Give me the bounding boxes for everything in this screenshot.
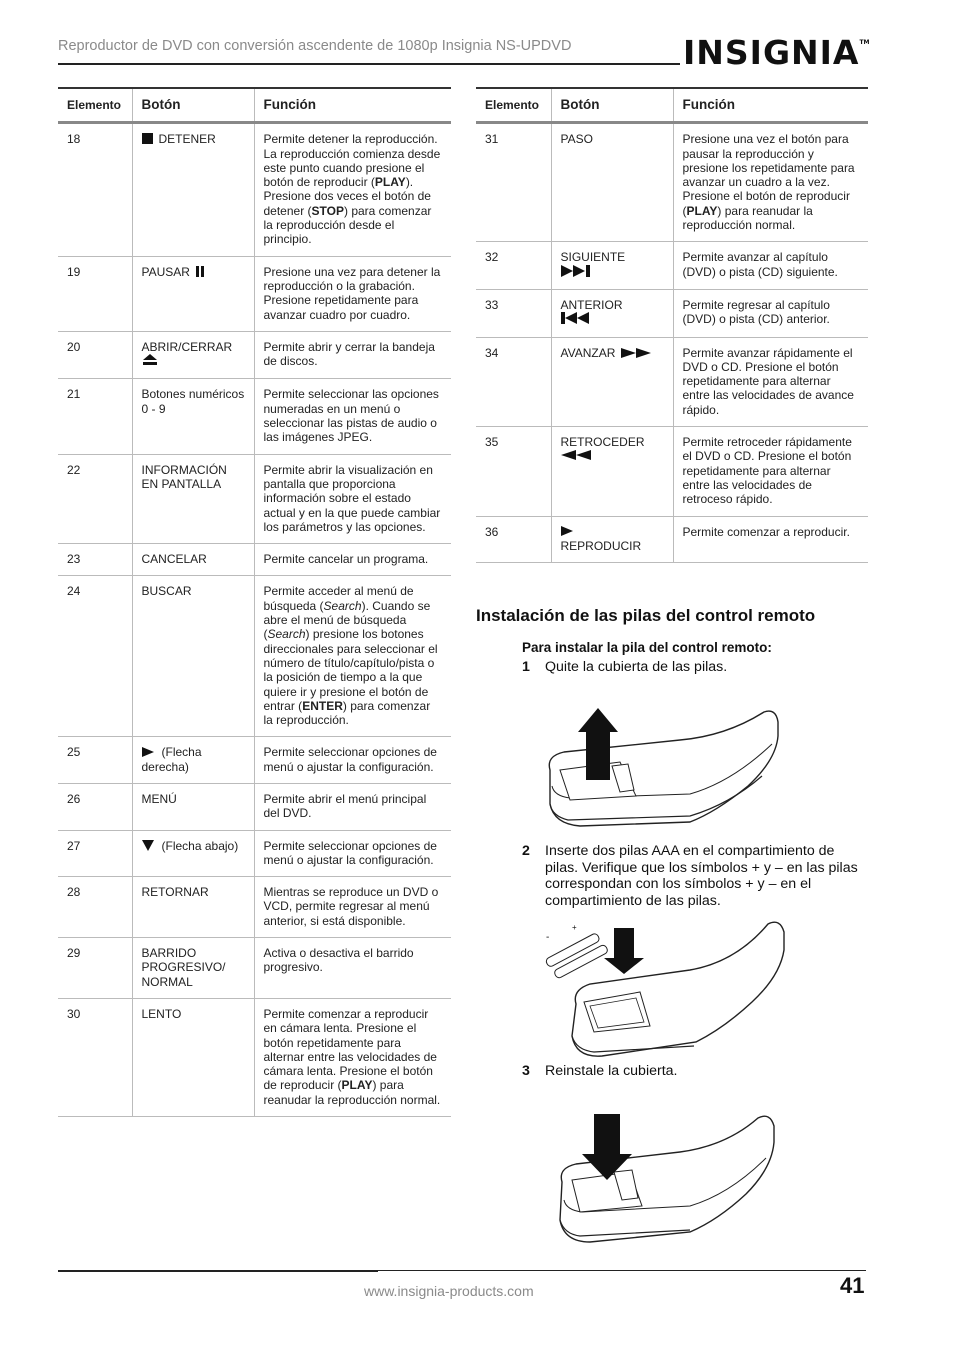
table-row (58, 830, 451, 877)
remote-insert-batteries-illustration (540, 918, 790, 1063)
table-row (58, 576, 451, 737)
cell-funcion: Permite avanzar al capítulo (DVD) o pista (CD) siguiente. (673, 242, 868, 290)
table-buttons-left (58, 87, 451, 1117)
previous-chapter-icon (561, 312, 597, 327)
cell-elemento: 30 (58, 998, 132, 1116)
remote-reinstall-cover-illustration (550, 1110, 780, 1250)
col-header-elemento: Elemento (58, 88, 132, 123)
table-row (58, 877, 451, 938)
button-label: INFORMACIÓN EN PANTALLA (141, 462, 227, 491)
header-title: Reproductor de DVD con conversión ascendente de 1080p Insignia NS-UPDVD (58, 38, 572, 54)
cell-funcion: Permite seleccionar las opciones numeradas en un menú o seleccionar las pistas de audio o las imágenes JPEG. (254, 379, 451, 454)
col-header-boton: Botón (132, 88, 254, 123)
cell-boton (132, 938, 254, 999)
cell-funcion: Permite abrir y cerrar la bandeja de discos. (254, 331, 451, 379)
cell-elemento: 23 (58, 544, 132, 576)
cell-elemento: 24 (58, 576, 132, 737)
button-label: (Flecha abajo) (161, 838, 239, 853)
cell-elemento: 22 (58, 454, 132, 543)
table-row (476, 427, 868, 516)
cell-funcion: Permite abrir el menú principal del DVD. (254, 783, 451, 830)
cell-funcion: Permite acceder al menú de búsqueda (Search). Cuando se abre el menú de búsqueda (Search) presione los botones direccionales para seleccionar el número de título/capítulo/pista o la posición de tiempo a la que quiere ir y presione el botón de entrar (ENTER) para comenzar la reproducción. (254, 576, 451, 737)
button-label: SIGUIENTE (560, 250, 626, 265)
arrow-down-icon (142, 839, 162, 853)
cell-boton (132, 454, 254, 543)
cell-elemento: 25 (58, 737, 132, 784)
table-row (58, 256, 451, 331)
button-label: BUSCAR (141, 584, 192, 599)
button-label: BARRIDO PROGRESIVO/ NORMAL (141, 946, 226, 989)
cell-elemento: 32 (476, 242, 551, 290)
cell-funcion: Permite cancelar un programa. (254, 544, 451, 576)
cell-boton (551, 516, 673, 563)
step-2: 2 Inserte dos pilas AAA en el compartimiento de pilas. Verifique que los símbolos + y – en las pilas correspondan con los símbolos + y – en el compartimiento de las pilas. (522, 843, 858, 909)
cell-boton (132, 123, 254, 256)
header-rule (58, 63, 680, 65)
table-row (476, 337, 868, 426)
footer-url: www.insignia-products.com (364, 1283, 534, 1299)
cell-elemento: 31 (476, 123, 551, 242)
cell-funcion: Presione una vez el botón para pausar la reproducción y presione los repetidamente para avanzar un cuadro a la vez. Presione el botón de reproducir (PLAY) para reanudar la reproducción normal. (673, 123, 868, 242)
pause-icon (190, 265, 205, 279)
cell-funcion: Permite avanzar rápidamente el DVD o CD. Presione el botón repetidamente para alternar entre las velocidades de avance rápido. (673, 337, 868, 426)
col-header-funcion: Función (254, 88, 451, 123)
cell-boton (551, 427, 673, 516)
button-label: REPRODUCIR (560, 538, 642, 553)
table-row (476, 289, 868, 337)
arrow-right-icon (142, 745, 162, 759)
button-label: ABRIR/CERRAR (141, 339, 233, 354)
table-row (58, 938, 451, 999)
cell-boton (132, 998, 254, 1116)
insignia-logo: INSIGNIA™ (683, 33, 870, 72)
cell-funcion: Permite seleccionar opciones de menú o ajustar la configuración. (254, 830, 451, 877)
cell-elemento: 36 (476, 516, 551, 563)
page-number: 41 (840, 1273, 865, 1298)
cell-funcion: Permite abrir la visualización en pantalla que proporciona información sobre el estado actual y en la que puede cambiar los parámetros y las opciones. (254, 454, 451, 543)
cell-elemento: 33 (476, 289, 551, 337)
footer-rule-thin (378, 1270, 866, 1271)
cell-funcion: Permite comenzar a reproducir en cámara lenta. Presione el botón repetidamente para alternar entre las velocidades de cámara lenta. Presione el botón de reproducir (PLAY) para reanudar la reproducción normal. (254, 998, 451, 1116)
cell-elemento: 21 (58, 379, 132, 454)
step-3: 3 Reinstale la cubierta. (522, 1063, 678, 1079)
section-subtitle: Para instalar la pila del control remoto: (522, 640, 772, 655)
cell-funcion: Activa o desactiva el barrido progresivo. (254, 938, 451, 999)
table-row (58, 783, 451, 830)
fast-forward-icon (615, 346, 653, 360)
button-label: RETROCEDER (560, 435, 645, 450)
rewind-icon (561, 449, 593, 463)
cell-boton (132, 783, 254, 830)
table-row (58, 454, 451, 543)
button-label: CANCELAR (141, 552, 207, 567)
cell-elemento: 28 (58, 877, 132, 938)
svg-text:+: + (572, 923, 577, 932)
table-row (476, 516, 868, 563)
cell-boton (132, 830, 254, 877)
button-label: DETENER (158, 132, 216, 147)
button-label: PAUSAR (141, 264, 190, 279)
cell-boton (551, 337, 673, 426)
cell-elemento: 18 (58, 123, 132, 256)
cell-funcion: Permite retroceder rápidamente el DVD o CD. Presione el botón repetidamente para alternar entre las velocidades de retroceso rápido. (673, 427, 868, 516)
table-buttons-right (476, 87, 868, 563)
cell-elemento: 27 (58, 830, 132, 877)
table-row (58, 123, 451, 256)
cell-boton (132, 877, 254, 938)
cell-boton (132, 379, 254, 454)
stop-icon (142, 132, 159, 146)
next-chapter-icon (561, 265, 597, 280)
table-row (476, 123, 868, 242)
cell-elemento: 34 (476, 337, 551, 426)
cell-funcion: Permite seleccionar opciones de menú o ajustar la configuración. (254, 737, 451, 784)
table-row (476, 242, 868, 290)
cell-boton (132, 331, 254, 379)
button-label: PASO (560, 132, 593, 147)
table-row (58, 998, 451, 1116)
cell-funcion: Presione una vez para detener la reproducción o la grabación. Presione repetidamente para avanzar cuadro por cuadro. (254, 256, 451, 331)
cell-boton (132, 544, 254, 576)
cell-elemento: 35 (476, 427, 551, 516)
button-label: RETORNAR (141, 885, 209, 900)
button-label: LENTO (141, 1006, 182, 1021)
cell-boton (551, 242, 673, 290)
table-row (58, 544, 451, 576)
cell-elemento: 26 (58, 783, 132, 830)
table-row (58, 737, 451, 784)
cell-funcion: Permite regresar al capítulo (DVD) o pista (CD) anterior. (673, 289, 868, 337)
button-label: Botones numéricos 0 - 9 (141, 387, 245, 416)
cell-funcion: Mientras se reproduce un DVD o VCD, permite regresar al menú anterior, si está disponible. (254, 877, 451, 938)
col-header-funcion: Función (673, 88, 868, 123)
cell-boton (551, 123, 673, 242)
cell-elemento: 20 (58, 331, 132, 379)
eject-icon (142, 354, 158, 369)
button-label: ANTERIOR (560, 297, 623, 312)
step-1: 1 Quite la cubierta de las pilas. (522, 659, 728, 675)
button-label: (Flecha derecha) (141, 745, 202, 774)
play-icon (561, 525, 573, 539)
table-row (58, 331, 451, 379)
table-row (58, 379, 451, 454)
cell-funcion: Permite comenzar a reproducir. (673, 516, 868, 563)
footer-rule (58, 1270, 378, 1272)
cell-elemento: 19 (58, 256, 132, 331)
cell-elemento: 29 (58, 938, 132, 999)
svg-text:-: - (546, 932, 550, 943)
col-header-boton: Botón (551, 88, 673, 123)
cell-boton (132, 256, 254, 331)
cell-funcion: Permite detener la reproducción. La reproducción comienza desde este punto cuando presione el botón de reproducir (PLAY). Presione dos veces el botón de detener (STOP) para comenzar la reproducción desde el principio. (254, 123, 451, 256)
cell-boton (132, 737, 254, 784)
section-title: Instalación de las pilas del control remoto (476, 606, 816, 625)
cell-boton (132, 576, 254, 737)
button-label: AVANZAR (560, 345, 616, 360)
remote-remove-cover-illustration (540, 700, 780, 840)
cell-boton (551, 289, 673, 337)
col-header-elemento: Elemento (476, 88, 551, 123)
button-label: MENÚ (141, 791, 177, 806)
